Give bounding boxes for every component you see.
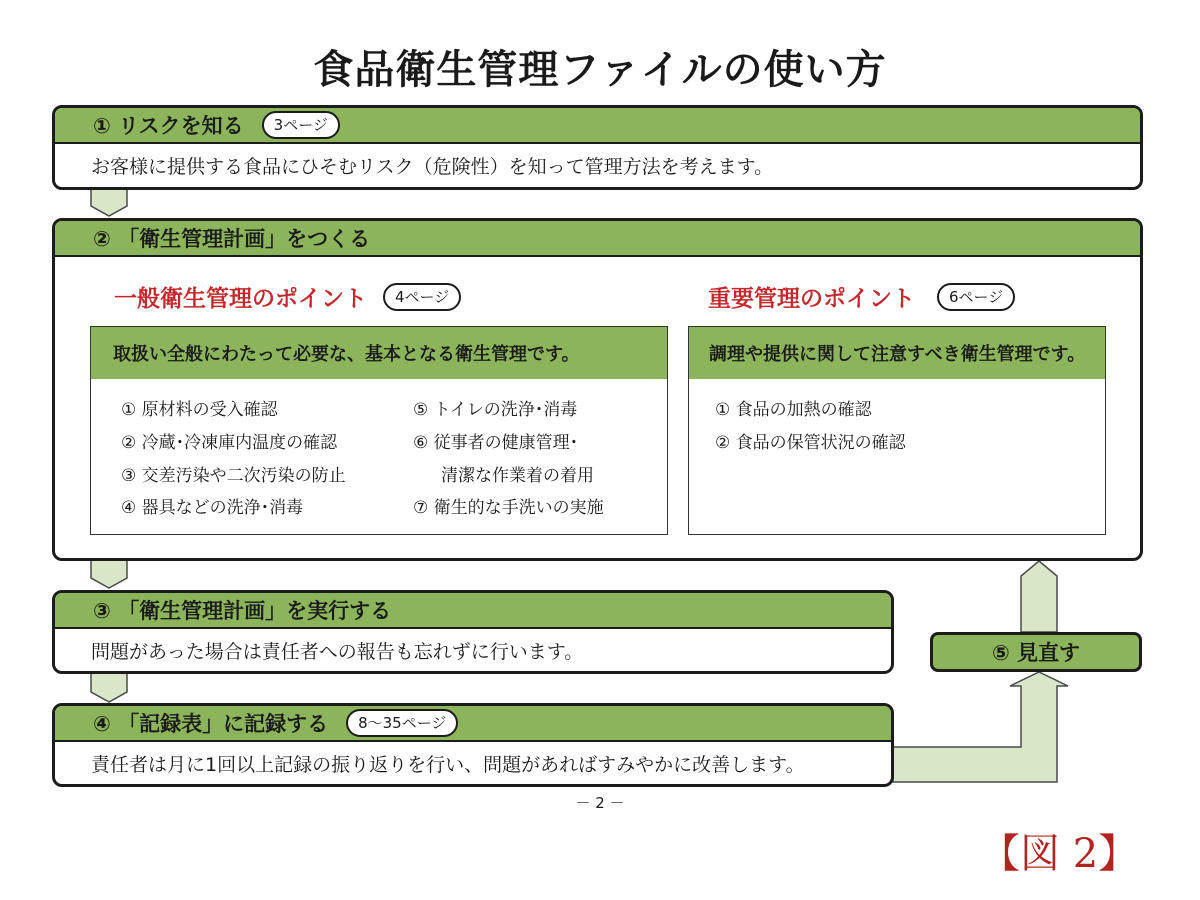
list-item: ② 食品の保管状況の確認: [715, 433, 906, 453]
page-title: 食品衛生管理ファイルの使い方: [313, 47, 887, 93]
arrow-step1-to-step2: [91, 188, 127, 216]
general-points-description: 取扱い全般にわたって必要な、基本となる衛生管理です。: [91, 327, 667, 379]
step1-heading: ① リスクを知る: [93, 114, 244, 138]
arrow-step4-to-review: [893, 672, 1068, 782]
arrow-step3-to-step4: [91, 672, 127, 702]
critical-points-description: 調理や提供に関して注意すべき衛生管理です。: [689, 327, 1105, 379]
figure-label: 【図 2】: [980, 831, 1139, 877]
list-item: ① 原材料の受入確認: [121, 400, 278, 420]
step4-text: 責任者は月に1回以上記録の振り返りを行い、問題があればすみやかに改善します。: [91, 753, 805, 776]
general-page-ref: 4ページ: [383, 283, 461, 311]
list-item: ⑥ 従事者の健康管理･: [413, 433, 579, 453]
arrow-step2-to-step3: [91, 559, 127, 588]
step1-box: [52, 105, 1143, 190]
general-points-title: [114, 280, 461, 313]
step4-box: [52, 703, 894, 787]
step4-heading: ④ 「記録表」に記録する: [93, 712, 329, 736]
list-item: ④ 器具などの洗浄･消毒: [121, 498, 304, 518]
step5-review-box: [930, 632, 1142, 672]
page-number: － 2 －: [575, 794, 625, 812]
list-item: ⑦ 衛生的な手洗いの実施: [413, 498, 604, 518]
step4-page-ref: 8～35ページ: [346, 709, 458, 737]
step3-box: [52, 590, 894, 674]
arrow-review-to-step2: [1021, 561, 1057, 632]
step3-text: 問題があった場合は責任者への報告も忘れずに行います。: [91, 640, 584, 663]
list-item: 清潔な作業着の着用: [441, 466, 594, 486]
step3-header: [55, 593, 891, 629]
step2-heading: ② 「衛生管理計画」をつくる: [93, 227, 371, 251]
critical-page-ref: 6ページ: [937, 283, 1015, 311]
step1-header: [55, 108, 1140, 144]
list-item: ③ 交差汚染や二次汚染の防止: [121, 466, 346, 486]
general-points-panel: [90, 326, 668, 535]
step1-body: [55, 144, 1140, 187]
critical-points-title: [708, 280, 1015, 313]
step3-heading: ③ 「衛生管理計画」を実行する: [93, 599, 392, 623]
step2-header: [55, 221, 1140, 257]
list-item: ⑤ トイレの洗浄･消毒: [413, 400, 578, 420]
step1-page-ref: 3ページ: [262, 111, 340, 139]
step5-heading: ⑤ 見直す: [991, 641, 1081, 665]
critical-points-title-text: 重要管理のポイント: [708, 286, 915, 312]
critical-points-panel: [688, 326, 1106, 535]
step4-body: [55, 742, 891, 784]
list-item: ② 冷蔵･冷凍庫内温度の確認: [121, 433, 338, 453]
list-item: ① 食品の加熱の確認: [715, 400, 872, 420]
general-points-title-text: 一般衛生管理のポイント: [114, 286, 367, 312]
step4-header: [55, 706, 891, 742]
step1-text: お客様に提供する食品にひそむリスク（危険性）を知って管理方法を考えます。: [91, 156, 774, 178]
step3-body: [55, 629, 891, 671]
